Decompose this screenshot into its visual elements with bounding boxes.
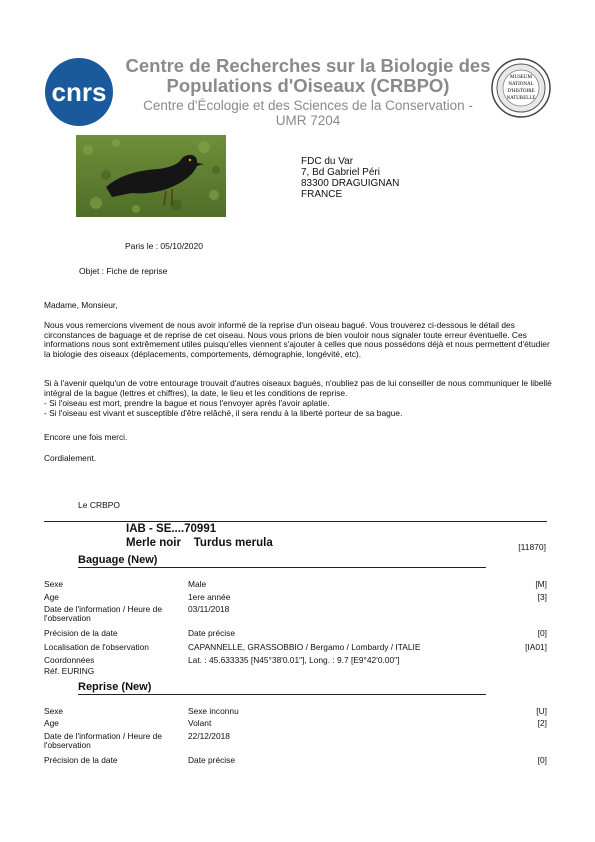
row-value: Date précise [188,628,236,638]
row-label: Précision de la date [44,755,118,765]
divider [78,694,486,695]
page-subtitle [118,98,498,128]
row-label: Age [44,718,59,728]
address-line: FRANCE [301,189,343,200]
instruction-dead-bird: - Si l'oiseau est mort, prendre la bague et nous l'envoyer après l'avoir aplatie. [44,398,330,408]
row-label: Sexe [44,579,64,589]
row-label: Localisation de l'observation [44,642,149,652]
greeting: Madame, Monsieur, [44,300,118,310]
cnrs-logo [44,57,114,127]
instruction-live-bird: - Si l'oiseau est vivant et susceptible d'être relâché, il sera rendu à la liberté porteur de sa bague. [44,408,403,418]
divider [78,567,486,568]
address-line: 7, Bd Gabriel Péri [301,167,380,178]
row-value: 22/12/2018 [188,731,230,741]
species-names [126,537,273,549]
section-title-baguage: Baguage (New) [78,554,158,566]
row-value: 1ere année [188,592,231,602]
subject-line: Objet : Fiche de reprise [79,266,168,276]
recipient-address [301,156,399,200]
row-code: [2] [537,718,547,728]
svg-text:NATURELLE: NATURELLE [506,96,536,101]
address-line: 83300 DRAGUIGNAN [301,178,400,189]
address-line: FDC du Var [301,156,354,167]
row-value: Male [188,579,207,589]
row-label: Date de l'information / Heure de l'observation [44,731,162,751]
row-code: [IA01] [525,642,547,652]
paragraph: Nous vous remercions vivement de nous avoir informé de la reprise d'un oiseau bagué. Vous trouverez ci-dessous le détail des circonstances de baguage et de reprise de cet oiseau. Nous vous prions de bien vouloir nous signaler toute erreur éventuelle. Ces informations nous sont extrêmement utiles puisqu'elles viennent s'ajouter à celles que nous possédons déjà et nous permettent d'étudier la biologie des oiseaux (déplacements, comportements, démographie, longévité, etc). [44,320,550,359]
row-value: 03/11/2018 [188,604,230,614]
blackbird-photo [76,135,226,217]
museum-seal-logo [491,58,551,118]
title-line-1: Centre de Recherches sur la Biologie des [125,55,491,76]
row-code: [M] [535,579,547,589]
row-value: Lat. : 45.633335 [N45°38'0.01"], Long. : 9.7 [E9°42'0.00"] [188,655,400,665]
row-value: CAPANNELLE, GRASSOBBIO / Bergamo / Lombardy / ITALIE [188,642,421,652]
row-value: Volant [188,718,212,728]
svg-text:NATIONAL: NATIONAL [508,82,534,87]
species-code: [11870] [518,542,546,552]
closing-line: Cordialement. [44,453,97,463]
page-title [118,56,498,96]
svg-text:cnrs: cnrs [51,77,107,107]
row-label: Date de l'information / Heure de l'observation [44,604,162,624]
row-code: [0] [537,755,547,765]
row-label: Coordonnées [44,655,95,665]
row-value: Date précise [188,755,236,765]
row-code: [U] [536,706,547,716]
row-value: Sexe inconnu [188,706,239,716]
divider [44,521,547,522]
ring-id: IAB - SE....70991 [126,523,217,535]
svg-text:MUSEUM: MUSEUM [510,75,532,80]
place-date: Paris le : 05/10/2020 [125,241,203,251]
row-label: Réf. EURING [44,666,95,676]
row-label: Précision de la date [44,628,118,638]
row-label: Age [44,592,59,602]
thanks-line: Encore une fois merci. [44,432,128,442]
subtitle-line-1: Centre d'Écologie et des Sciences de la Conservation - [143,98,473,113]
paragraph: Si à l'avenir quelqu'un de votre entourage trouvait d'autres oiseaux bagués, n'oubliez pas de lui conseiller de nous communiquer le libellé intégral de la bague (lettres et chiffres), la date, le lieu et les conditions de reprise. [44,378,552,398]
signature: Le CRBPO [78,500,121,510]
title-line-2: Populations d'Oiseaux (CRBPO) [166,75,450,96]
row-label: Sexe [44,706,64,716]
section-title-reprise: Reprise (New) [78,681,152,693]
species-common-name: Merle noir [126,537,181,549]
subtitle-line-2: UMR 7204 [275,113,341,128]
row-code: [3] [537,592,547,602]
svg-text:D'HISTOIRE: D'HISTOIRE [507,89,535,94]
species-latin-name: Turdus merula [193,537,273,549]
row-code: [0] [537,628,547,638]
